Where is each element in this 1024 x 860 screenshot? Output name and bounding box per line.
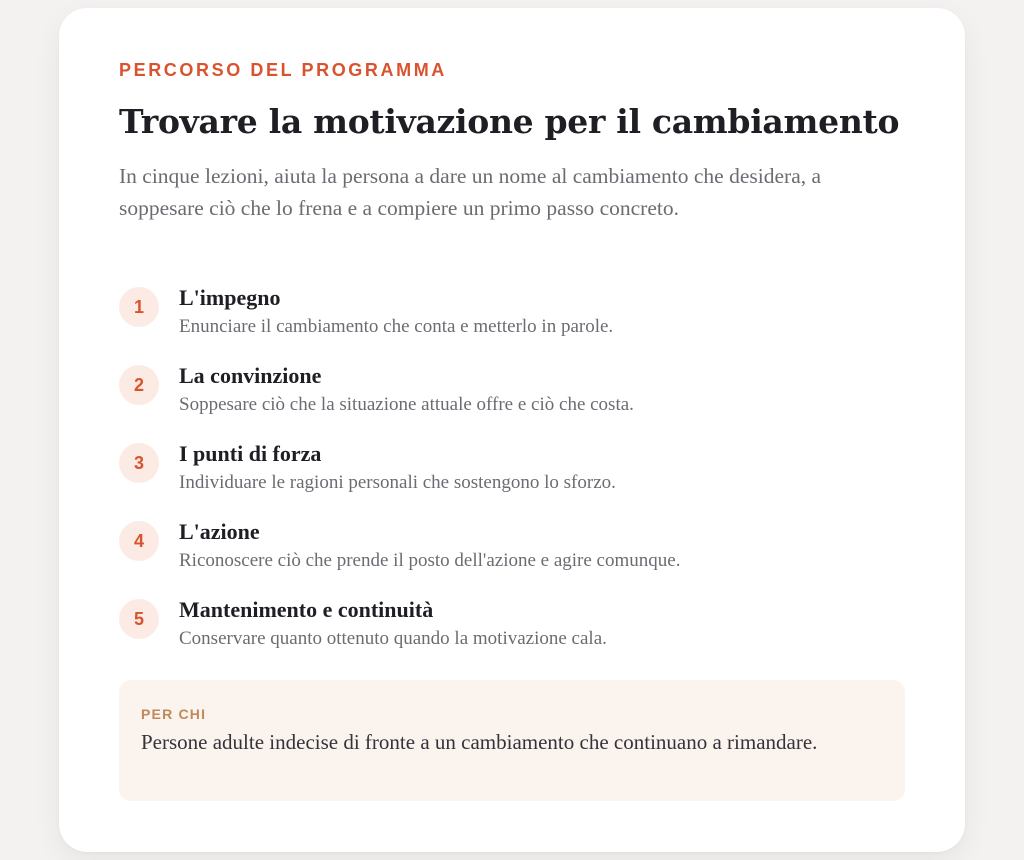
lesson-description: Conservare quanto ottenuto quando la motivazione cala. <box>179 628 607 649</box>
lesson-title: I punti di forza <box>179 441 322 466</box>
intro-text: In cinque lezioni, aiuta la persona a dare un nome al cambiamento che desidera, a soppesare ciò che lo frena e a compiere un primo passo concreto. <box>119 164 822 220</box>
audience-panel <box>119 680 905 801</box>
audience-label: PER CHI <box>141 706 207 722</box>
lesson-title: L'azione <box>179 519 260 544</box>
audience-text: Persone adulte indecise di fronte a un cambiamento che continuano a rimandare. <box>141 730 818 754</box>
lesson-item <box>119 362 919 440</box>
lesson-description: Enunciare il cambiamento che conta e metterlo in parole. <box>179 316 614 337</box>
lesson-title: La convinzione <box>179 363 322 388</box>
lesson-item <box>119 284 919 362</box>
lesson-item <box>119 440 919 518</box>
lesson-item <box>119 596 919 674</box>
section-eyebrow: PERCORSO DEL PROGRAMMA <box>119 60 447 80</box>
step-number-badge: 3 <box>119 443 159 483</box>
step-number-badge: 5 <box>119 599 159 639</box>
program-card <box>59 8 965 852</box>
lesson-list <box>119 284 919 674</box>
step-number-badge: 4 <box>119 521 159 561</box>
lesson-description: Individuare le ragioni personali che sostengono lo sforzo. <box>179 472 616 493</box>
step-number-badge: 2 <box>119 365 159 405</box>
lesson-description: Riconoscere ciò che prende il posto dell'azione e agire comunque. <box>179 550 681 571</box>
step-number-badge: 1 <box>119 287 159 327</box>
lesson-title: L'impegno <box>179 285 281 310</box>
lesson-item <box>119 518 919 596</box>
lesson-title: Mantenimento e continuità <box>179 597 434 622</box>
lesson-description: Soppesare ciò che la situazione attuale offre e ciò che costa. <box>179 394 634 415</box>
page-title: Trovare la motivazione per il cambiamento <box>119 102 900 141</box>
